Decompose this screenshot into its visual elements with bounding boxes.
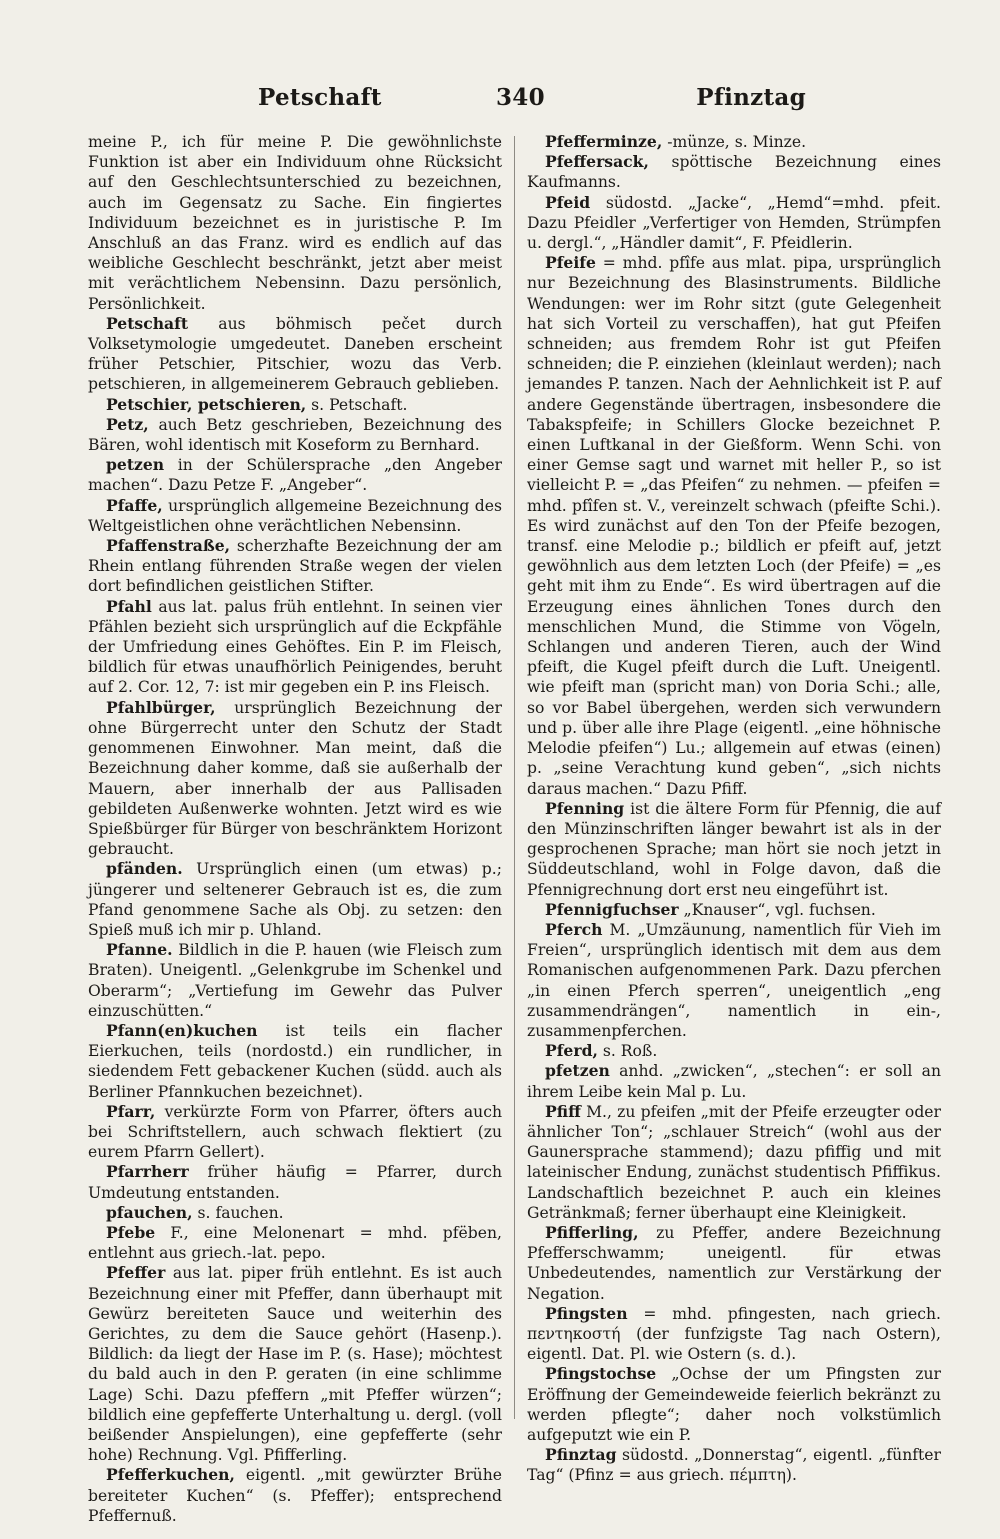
entry-text: „Ochse der um Pfingsten zur Eröffnung der Gemeindeweide feierlich bekränzt zu werden pflegte“; daher noch volkstümlich aufgeputzt wie ein P. xyxy=(527,1365,941,1444)
headword: Pfaffe, xyxy=(106,495,163,515)
entry-text: ursprünglich Bezeichnung der ohne Bürgerrecht unter den Schutz der Stadt genommenen Einwohner. Man meint, daß die Bezeichnung daher komme, daß sie außerhalb der Mauern, aber innerhalb der aus Pallisaden gebildeten Außenwerke wohnten. Jetzt wird es wie Spießbürger für Bürger von beschränktem Horizont gebraucht. xyxy=(88,698,502,859)
entry-pfarrherr xyxy=(88,1162,502,1202)
entry-pfauchen xyxy=(88,1203,502,1223)
entry-pfaenden xyxy=(88,859,502,940)
entry-text: meine P., ich für meine P. Die gewöhnlichste Funktion ist aber ein Individuum ohne Rücksicht auf den Geschlechtsunterschied zu bezeichnen, auch im Gegensatz zu Sache. Ein fingiertes Individuum bezeichnet es in juristische P. Im Anschluß an das Franz. wird es endlich auf das weibliche Geschlecht beschränkt, jetzt aber meist mit verächtlichem Nebensinn. Dazu persönlich, Persönlichkeit. xyxy=(88,133,502,313)
headword: Pfaffenstraße, xyxy=(106,536,231,556)
page-number: 340 xyxy=(496,84,545,111)
entry-pfingstochse xyxy=(527,1364,941,1445)
entry-pfefferkuchen xyxy=(88,1465,502,1526)
entry-text: in der Schülersprache „den Angeber machen“. Dazu Petze F. „Angeber“. xyxy=(88,456,502,495)
headword: Pfahl xyxy=(106,596,152,616)
entry-pfebe xyxy=(88,1223,502,1263)
headword: Petschaft xyxy=(106,313,189,333)
entry-pfinztag xyxy=(527,1445,941,1485)
headword: Petschier, petschieren, xyxy=(106,394,307,414)
headword: pfetzen xyxy=(545,1061,610,1081)
entry-text: Bildlich in die P. hauen (wie Fleisch zum Braten). Uneigentl. „Gelenkgrube im Schenkel und Oberarm“; „Vertiefung im Gewehr das Pulver einzuschütten.“ xyxy=(88,941,502,1020)
page-header xyxy=(88,84,910,118)
entry-text: Ursprünglich einen (um etwas) p.; jüngerer und seltenerer Gebrauch ist es, die zum Pfand genommene Sache als Obj. zu setzen: den Spieß muß ich mir p. Uhland. xyxy=(88,860,502,939)
entry-pfefferminze xyxy=(527,132,941,152)
entry-pfifferling xyxy=(527,1223,941,1304)
entry-text: anhd. „zwicken“, „stechen“: er soll an ihrem Leibe kein Mal p. Lu. xyxy=(527,1062,941,1101)
entry-pfeffersack xyxy=(527,152,941,192)
headword: pfänden. xyxy=(106,859,183,879)
entry-text: aus lat. piper früh entlehnt. Es ist auch Bezeichnung einer mit Pfeffer, dann überhaupt mit Gewürz bereiteten Sauce und weiterhin des Gerichtes, zu dem die Sauce gehört (Hasenp.). Bildlich: da liegt der Hase im P. (s. Hase); möchtest du bald auch in den P. geraten (in eine schlimme Lage) Schi. Dazu pfeffern „mit Pfeffer würzen“; bildlich eine gepfefferte Unterhaltung u. dergl. (voll beißender Anspielungen), eine gepfefferte (sehr hohe) Rechnung. Vgl. Pfifferling. xyxy=(88,1264,502,1465)
entry-text: s. fauchen. xyxy=(192,1203,284,1222)
entry-text: aus böhmisch pečet durch Volksetymologie umgedeutet. Daneben erscheint früher Petschier, Pitschier, wozu das Verb. petschieren, in allgemeinerem Gebrauch geblieben. xyxy=(88,314,502,394)
entry-text: = mhd. pfîfe aus mlat. pipa, ursprünglich nur Bezeichnung des Blasinstruments. Bildliche Wendungen: wer im Rohr sitzt (gute Gelegenheit hat sich Vorteil zu verschaffen), hat gut Pfeifen schneiden; aus fremdem Rohr ist gut Pfeifen schneiden; die P. einziehen (kleinlaut werden); nach jemandes P. tanzen. Nach der Aehnlichkeit ist P. auf andere Gegenstände übertragen, insbesondere die Tabakspfeife; in Schillers Glocke bezeichnet P. einen Luftkanal in der Gießform. Wenn Schi. von einer Gemse sagt und warnet mit heller P., so ist vielleicht P. = „das Pfeifen“ zu nehmen. — pfeifen = mhd. pfîfen st. V., vereinzelt schwach (pfeifte Schi.). Es wird zunächst auf den Ton der Pfeife bezogen, transf. eine Melodie p.; bildlich er pfeift auf, jetzt gewöhnlich aus dem letzten Loch (der Pfeife) = „es geht mit ihm zu Ende“. Es wird übertragen auf die Erzeugung eines ähnlichen Tones durch den menschlichen Mund, die Stimme von Vögeln, Schlangen und anderen Tieren, auch der Wind pfeift, die Kugel pfeift durch die Luft. Uneigentl. wie pfeift man (spricht man) von Doria Schi.; alle, so vor Babel übergehen, werden sich verwundern und p. über alle ihre Plage (eigentl. „eine höhnische Melodie pfeifen“) Lu.; allgemein auf etwas (einen) p. „seine Verachtung kund geben“, „sich nichts daraus machen.“ Dazu Pfiff. xyxy=(527,254,941,798)
entry-text: auch Betz geschrieben, Bezeichnung des Bären, wohl identisch mit Koseform zu Bernhard. xyxy=(88,415,502,455)
entry-text: aus lat. palus früh entlehnt. In seinen vier Pfählen bezieht sich ursprünglich auf die Eckpfähle der Umfriedung eines Gehöftes. Ein P. im Fleisch, bildlich für etwas unaufhörlich Peinigendes, beruht auf 2. Cor. 12, 7: ist mir gegeben ein P. ins Fleisch. xyxy=(88,597,502,697)
column-divider xyxy=(514,136,515,1419)
entry-text: ist die ältere Form für Pfennig, die auf den Münzinschriften länger bewahrt ist als in der gesprochenen Sprache; man hört sie noch jetzt in Süddeutschland, wohl in Folge davon, daß die Pfennigrechnung dort erst neu eingeführt ist. xyxy=(527,799,941,899)
entry-pfeffer xyxy=(88,1263,502,1465)
headword: Pfennigfuchser xyxy=(545,899,679,919)
entry-text: verkürzte Form von Pfarrer, öfters auch bei Schriftstellern, auch schwach flektiert (zu eurem Pfarrn Gellert). xyxy=(88,1102,502,1162)
headword: Pfeid xyxy=(545,192,591,212)
entry-text: scherzhafte Bezeichnung der am Rhein entlang führenden Straße wegen der vielen dort befindlichen geistlichen Stifter. xyxy=(88,537,502,596)
headword: Pfeffersack, xyxy=(545,152,649,172)
entry-petzen xyxy=(88,455,502,495)
headword: Pfarrherr xyxy=(106,1162,189,1182)
entry-text: eigentl. „mit gewürzter Brühe bereiteter Kuchen“ (s. Pfeffer); entsprechend Pfeffernuß. xyxy=(88,1466,502,1525)
headword: Pfifferling, xyxy=(545,1222,639,1242)
entry-text: = mhd. pfingesten, nach griech. πεντηκοστή (der funfzigste Tag nach Ostern), eigentl. Dat. Pl. wie Ostern (s. d.). xyxy=(527,1304,941,1364)
entry-text: -münze, s. Minze. xyxy=(662,133,807,151)
running-head-left: Petschaft xyxy=(258,84,382,111)
headword: Pfingstochse xyxy=(545,1364,657,1384)
headword: Pfenning xyxy=(545,798,625,818)
headword: Pfeffer xyxy=(106,1263,166,1283)
headword: Pfarr, xyxy=(106,1101,156,1121)
headword: Pfeife xyxy=(545,253,596,273)
headword: Pfann(en)kuchen xyxy=(106,1020,258,1040)
entry-pfeife xyxy=(527,253,941,798)
right-column xyxy=(527,132,941,1485)
entry-text: zu Pfeffer, andere Bezeichnung Pfefferschwamm; uneigentl. für etwas Unbedeutendes, namentlich zur Verstärkung der Negation. xyxy=(527,1223,941,1303)
entry-text: „Knauser“, vgl. fuchsen. xyxy=(678,900,876,919)
headword: Pfebe xyxy=(106,1222,156,1242)
entry-petz xyxy=(88,415,502,455)
entry-petschier xyxy=(88,395,502,415)
entry-pfaffenstrasse xyxy=(88,536,502,597)
entry-pfeid xyxy=(527,193,941,254)
entry-pferd xyxy=(527,1041,941,1061)
entry-text: früher häufig = Pfarrer, durch Umdeutung entstanden. xyxy=(88,1163,502,1202)
entry-text: s. Petschaft. xyxy=(306,395,408,414)
entry-text: F., eine Melonenart = mhd. pfëben, entlehnt aus griech.-lat. pepo. xyxy=(88,1223,502,1263)
entry-pfennigfuchser xyxy=(527,900,941,920)
entry-text: südostd. „Jacke“, „Hemd“=mhd. pfeit. Dazu Pfeidler „Verfertiger von Hemden, Strümpfen u. dergl.“, „Händler damit“, F. Pfeidlerin. xyxy=(527,193,941,253)
headword: Pfefferminze, xyxy=(545,132,663,151)
headword: Petz, xyxy=(106,414,149,434)
headword: Pfinztag xyxy=(545,1445,617,1465)
entry-text: ist teils ein flacher Eierkuchen, teils (nordostd.) ein rundlicher, in siedendem Fett gebackener Kuchen (südd. auch als Berliner Pfannkuchen bezeichnet). xyxy=(88,1021,502,1101)
headword: pfauchen, xyxy=(106,1202,193,1222)
headword: Pferd, xyxy=(545,1041,598,1061)
entry-continuation xyxy=(88,132,502,314)
headword: Pfahlbürger, xyxy=(106,697,216,717)
entry-pfannkuchen xyxy=(88,1021,502,1102)
left-column xyxy=(88,132,502,1525)
entry-pfanne xyxy=(88,940,502,1021)
entry-pfaffe xyxy=(88,496,502,536)
entry-pfetzen xyxy=(527,1061,941,1101)
entry-pfenning xyxy=(527,799,941,900)
entry-pfahl xyxy=(88,597,502,698)
headword: Pferch xyxy=(545,919,603,939)
entry-pfingsten xyxy=(527,1304,941,1365)
entry-pfahlbuerger xyxy=(88,698,502,860)
headword: Pfefferkuchen, xyxy=(106,1465,235,1485)
entry-text: südostd. „Donnerstag“, eigentl. „fünfter Tag“ (Pfinz = aus griech. πέμπτη). xyxy=(527,1446,941,1485)
entry-text: M. „Umzäunung, namentlich für Vieh im Freien“, ursprünglich identisch mit dem aus dem Romanischen aufgenommenen Park. Dazu pferchen „in einen Pferch sperren“, uneigentlich „eng zusammendrängen“, namentlich in ein-, zusammenpferchen. xyxy=(527,920,941,1040)
entry-pfarr xyxy=(88,1102,502,1163)
headword: Pfingsten xyxy=(545,1303,628,1323)
entry-text: M., zu pfeifen „mit der Pfeife erzeugter oder ähnlicher Ton“; „schlauer Streich“ (wohl aus der Gaunersprache stammend); dazu pfiffig und mit lateinischer Endung, zunächst studentisch Pfiffikus. Landschaftlich bezeichnet P. auch ein kleines Getränkmaß; ferner überhaupt eine Kleinigkeit. xyxy=(527,1102,941,1222)
entry-pfiff xyxy=(527,1102,941,1223)
running-head-right: Pfinztag xyxy=(696,84,806,111)
entry-petschaft xyxy=(88,314,502,395)
entry-text: spöttische Bezeichnung eines Kaufmanns. xyxy=(527,153,941,192)
headword: Pfiff xyxy=(545,1101,581,1121)
entry-text: s. Roß. xyxy=(597,1042,658,1061)
headword: Pfanne. xyxy=(106,940,173,960)
headword: petzen xyxy=(106,455,165,475)
entry-text: ursprünglich allgemeine Bezeichnung des Weltgeistlichen ohne verächtlichen Nebensinn. xyxy=(88,496,502,535)
entry-pferch xyxy=(527,920,941,1041)
